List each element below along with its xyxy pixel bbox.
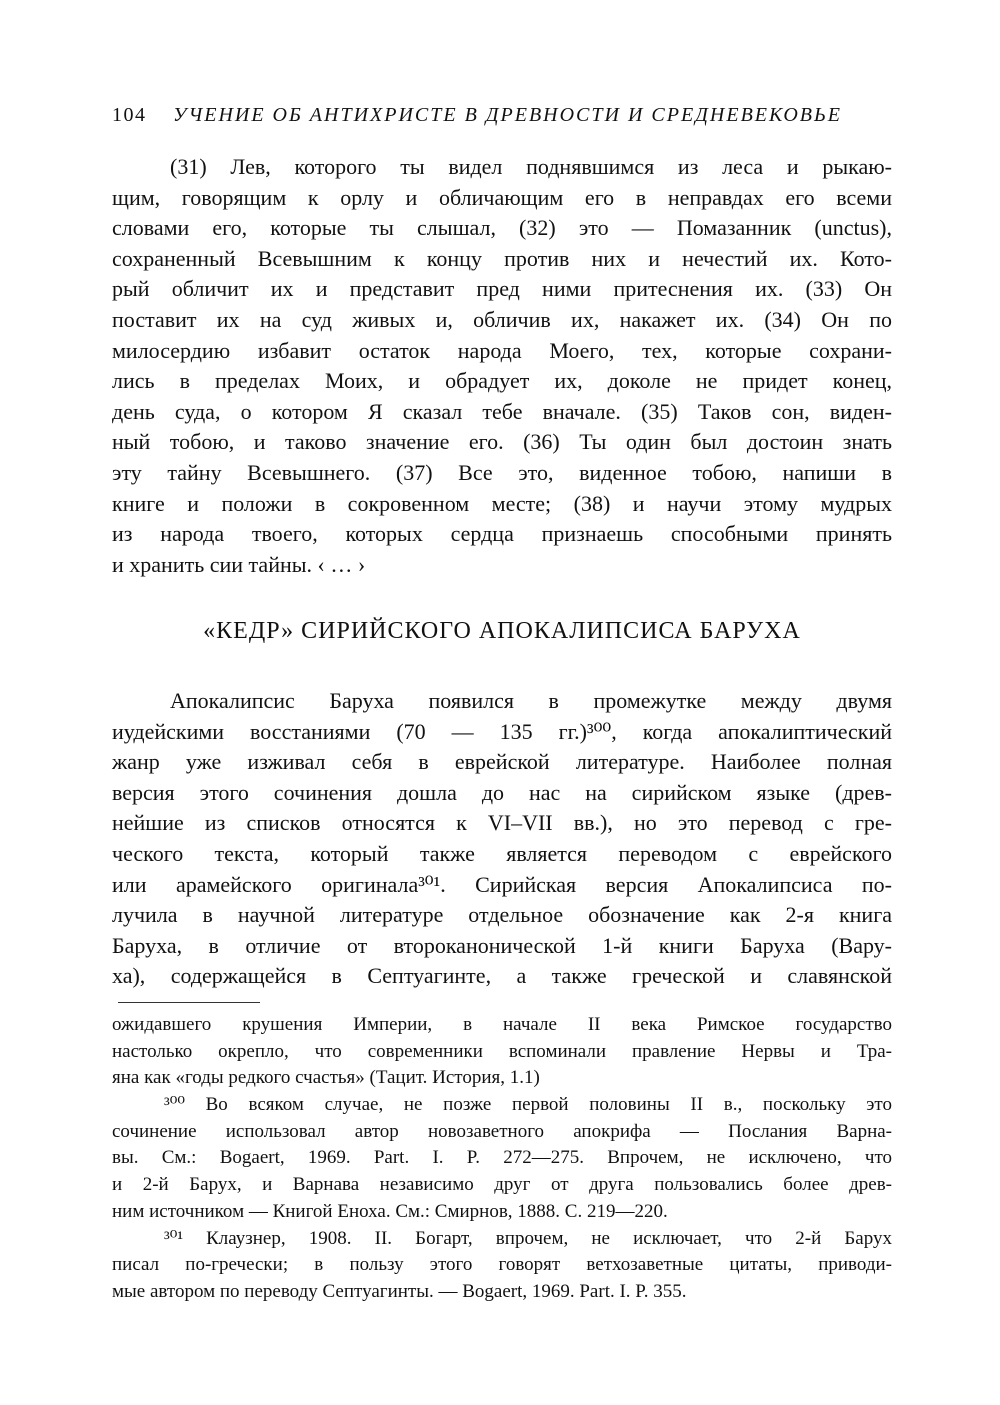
footnote-line: яна как «годы редкого счастья» (Тацит. История, 1.1) <box>112 1067 540 1089</box>
quote-line: милосердию избавит остаток народа Моего, тех, которые сохрани- <box>112 337 892 363</box>
footnote-301-line: писал по-гречески; в пользу этого говорят ветхозаветные цитаты, приводи- <box>112 1254 892 1276</box>
quote-line: щим, говорящим к орлу и обличающим его в неправдах его всеми <box>112 184 892 210</box>
body-line: лучила в научной литературе отдельное обозначение как 2-я книга <box>112 902 892 928</box>
quote-line: эту тайну Всевышнего. (37) Все это, виденное тобою, напиши в <box>112 459 892 485</box>
body-line: нейшие из списков относятся к VI–VII вв.), но это перевод с гре- <box>112 810 892 836</box>
quote-line: день суда, о котором Я сказал тебе вначале. (35) Таков сон, виден- <box>112 398 892 424</box>
body-line: ческого текста, который также является переводом с еврейского <box>112 840 892 866</box>
quote-passage <box>112 152 892 580</box>
quote-line: и хранить сии тайны. ‹ … › <box>112 551 366 577</box>
page-number: 104 <box>112 104 147 126</box>
section-heading: «КЕДР» СИРИЙСКОГО АПОКАЛИПСИСА БАРУХА <box>203 618 801 644</box>
footnote-300-line: сочинение использовал автор новозаветного апокрифа — Послания Варна- <box>112 1120 892 1142</box>
quote-line: лись в пределах Моих, и обрадует их, доколе не придет конец, <box>112 368 892 394</box>
quote-line: сохраненный Всевышним к концу против них и нечестий их. Кото- <box>112 245 892 271</box>
footnote-300-line: ним источником — Книгой Еноха. См.: Смирнов, 1888. С. 219—220. <box>112 1200 668 1222</box>
body-line: жанр уже изживал себя в еврейской литературе. Наиболее полная <box>112 749 892 775</box>
quote-line: из народа твоего, которых сердца признаешь способными принять <box>112 521 892 547</box>
quote-line: рый обличит их и представит пред ними притеснения их. (33) Он <box>112 276 892 302</box>
body-line: или арамейского оригинала³⁰¹. Сирийская версия Апокалипсиса по- <box>112 871 892 897</box>
footnote-line: ожидавшего крушения Империи, в начале II века Римское государство <box>112 1014 892 1035</box>
footnote-300-line: вы. См.: Bogaert, 1969. Part. I. P. 272—275. Впрочем, не исключено, что <box>112 1147 892 1169</box>
quote-line: ный тобою, и таково значение его. (36) Ты один был достоин знать <box>112 429 892 455</box>
running-title: УЧЕНИЕ ОБ АНТИХРИСТЕ В ДРЕВНОСТИ И СРЕДНЕВЕКОВЬЕ <box>173 104 843 126</box>
footnote-300-line: и 2-й Барух, и Варнава независимо друг от друга пользовались более древ- <box>112 1174 892 1196</box>
body-paragraph <box>112 686 892 992</box>
footnote-separator <box>118 1002 260 1003</box>
body-line: иудейскими восстаниями (70 — 135 гг.)³⁰⁰, когда апокалиптический <box>112 718 892 744</box>
footnote-301-line: ³⁰¹ Клаузнер, 1908. II. Богарт, впрочем, не исключает, что 2-й Барух <box>164 1227 892 1249</box>
footnote-301-line: мые автором по переводу Септуагинты. — Bogaert, 1969. Part. I. P. 355. <box>112 1280 687 1302</box>
running-header <box>112 104 902 127</box>
quote-line: (31) Лев, которого ты видел поднявшимся из леса и рыкаю- <box>170 154 892 179</box>
body-line: ха), содержащейся в Септуагинте, а также греческой и славянской <box>112 963 892 989</box>
footnote-line: настолько окрепло, что современники вспоминали правление Нервы и Тра- <box>112 1040 892 1062</box>
body-line: Баруха, в отличие от второканонической 1-й книги Баруха (Вару- <box>112 932 892 958</box>
body-line: версия этого сочинения дошла до нас на сирийском языке (древ- <box>112 779 892 805</box>
footnotes <box>112 1012 892 1306</box>
body-line: Апокалипсис Баруха появился в промежутке между двумя <box>170 688 892 713</box>
quote-line: словами его, которые ты слышал, (32) это — Помазанник (unctus), <box>112 215 892 241</box>
footnote-300-line: ³⁰⁰ Во всяком случае, не позже первой половины II в., поскольку это <box>164 1094 892 1116</box>
quote-line: книге и положи в сокровенном месте; (38) и научи этому мудрых <box>112 490 892 516</box>
quote-line: поставит их на суд живых и, обличив их, накажет их. (34) Он по <box>112 306 892 332</box>
